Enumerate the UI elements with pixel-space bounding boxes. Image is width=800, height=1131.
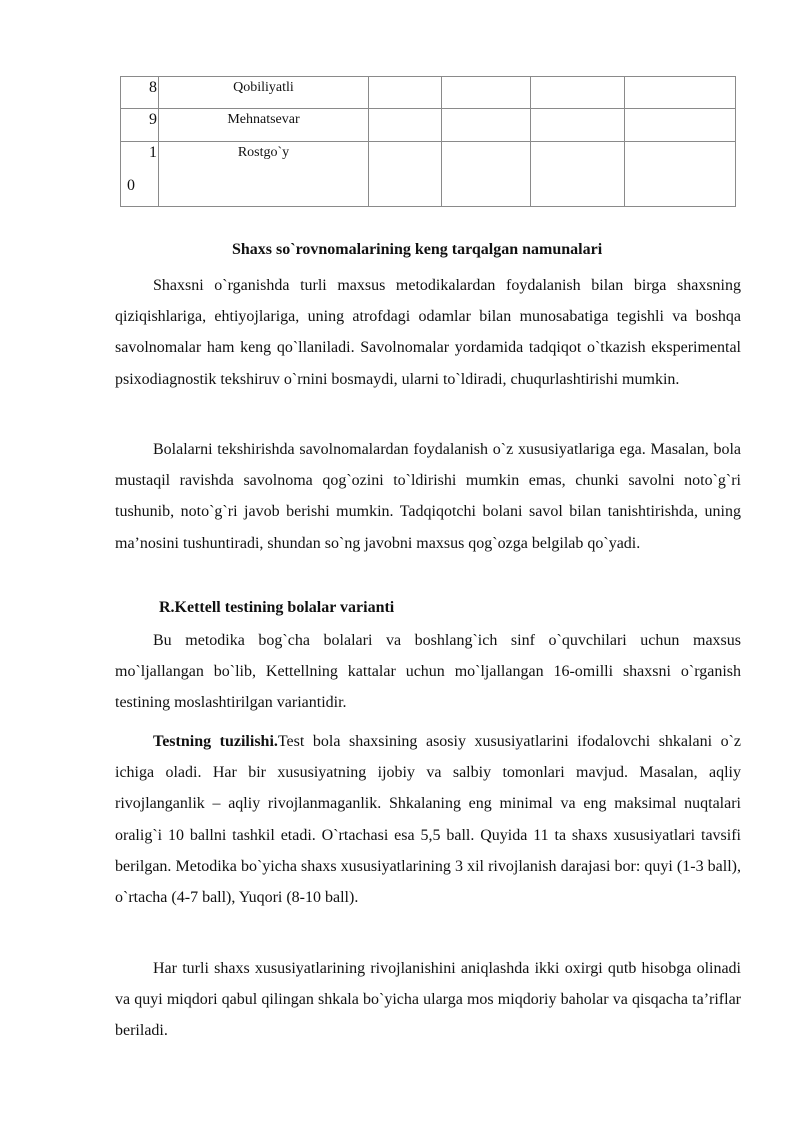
trait-label: Qobiliyatli [233, 80, 294, 95]
table-cell [531, 109, 625, 142]
table-cell [442, 109, 531, 142]
paragraph: Testning tuzilishi.Test bola shaxsining asosiy xususiyatlarini ifodalovchi shkalani o`z ichiga oladi. Har bir xususiyatning ijobiy va salbiy tomonlari mavjud. Masalan, aqliy rivojlanganlik – aqliy rivojlanmaganlik. Shkalaning eng minimal va eng maksimal nuqtalari oralig`i 10 ballni tashkil etadi. O`rtachasi esa 5,5 ball. Quyida 11 ta shaxs xususiyatlari tavsifi berilgan. Metodika bo`yicha shaxs xususiyatlarining 3 xil rivojlanish darajasi bor: quyi (1-3 ball), o`rtacha (4-7 ball), Yuqori (8-10 ball). [115, 733, 741, 907]
table-cell [625, 109, 736, 142]
trait-label: Rostgo`y [237, 145, 290, 160]
paragraph: Har turli shaxs xususiyatlarining rivojlanishini aniqlashda ikki oxirgi qutb hisobga olinadi va quyi miqdori qabul qilingan shkala bo`yicha ularga mos miqdoriy baholar va qisqacha ta’riflar beriladi. [115, 960, 741, 1040]
table-cell [442, 142, 531, 207]
trait-label: Mehnatsevar [227, 112, 300, 127]
traits-table [120, 76, 736, 207]
paragraph: Bu metodika bog`cha bolalari va boshlang`ich sinf o`quvchilari uchun maxsus mo`ljallangan bo`lib, Kettellning kattalar uchun mo`ljallangan 16-omilli shaxsni o`rganish testining moslashtirilgan variantidir. [115, 632, 741, 712]
row-number-continued: 0 [127, 177, 135, 194]
table-row [121, 77, 736, 109]
section-title: Shaxs so`rovnomalarining keng tarqalgan namunalari [232, 241, 603, 258]
table-cell [531, 77, 625, 109]
table-cell [369, 77, 442, 109]
table-cell [531, 142, 625, 207]
row-number: 8 [149, 79, 157, 96]
table-row [121, 142, 736, 207]
paragraph: Bolalarni tekshirishda savolnomalardan foydalanish o`z xususiyatlariga ega. Masalan, bola mustaqil ravishda savolnoma qog`ozini to`ldirishi mumkin emas, chunki savolni noto`g`ri tushunib, noto`g`ri javob berishi mumkin. Tadqiqotchi bolani savol bilan tanishtirishda, uning ma’nosini tushuntiradi, shundan so`ng javobni maxsus qog`ozga belgilab qo`yadi. [115, 441, 741, 552]
paragraph: Shaxsni o`rganishda turli maxsus metodikalardan foydalanish bilan birga shaxsning qiziqishlariga, ehtiyojlariga, uning atrofdagi odamlar bilan munosabatiga tegishli va boshqa savolnomalar ham keng qo`llaniladi. Savolnomalar yordamida tadqiqot o`tkazish eksperimental psixodiagnostik tekshiruv o`rnini bosmaydi, ularni to`ldiradi, chuqurlashtirishi mumkin. [115, 277, 741, 388]
inline-heading: Testning tuzilishi. [153, 733, 278, 750]
row-number: 9 [149, 111, 157, 128]
table-cell [369, 109, 442, 142]
row-number: 1 [149, 144, 157, 161]
table-cell [625, 77, 736, 109]
table-cell [625, 142, 736, 207]
table-row [121, 109, 736, 142]
table-cell [369, 142, 442, 207]
subtitle: R.Kettell testining bolalar varianti [159, 599, 395, 616]
table-cell [442, 77, 531, 109]
